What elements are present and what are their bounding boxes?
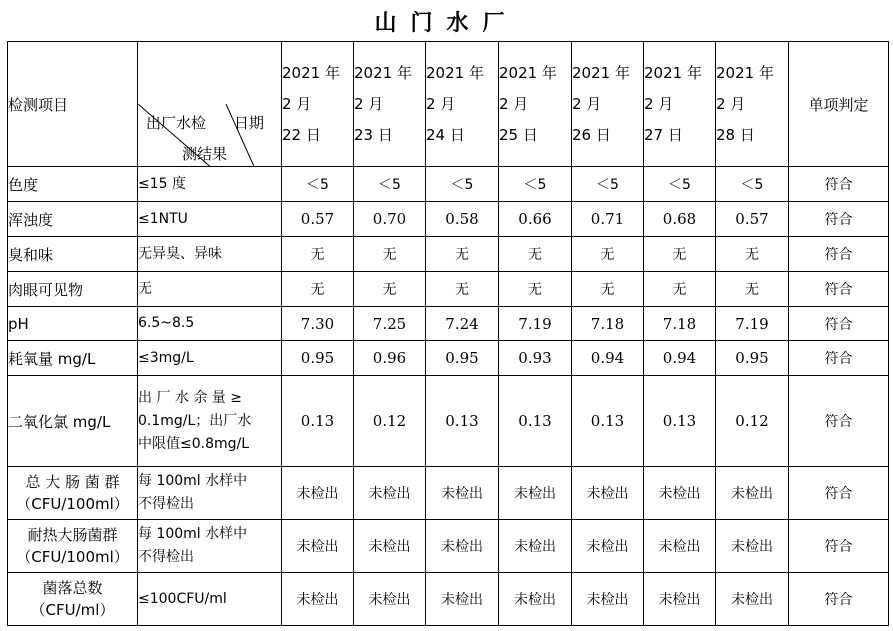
- judge-cell: 符合: [789, 573, 889, 626]
- standard-cell: 6.5~8.5: [138, 307, 282, 341]
- value-cell: 无: [572, 272, 644, 307]
- date-part: 2 月: [572, 94, 602, 113]
- value-cell: 未检出: [426, 573, 499, 626]
- standard-line: 0.1mg/L；出厂水: [138, 412, 252, 429]
- value-cell: 未检出: [716, 467, 789, 520]
- value-cell: 无: [572, 237, 644, 272]
- value-cell: 7.18: [572, 307, 644, 341]
- value-cell: 未检出: [354, 573, 426, 626]
- item-cell: [8, 573, 138, 626]
- judge-cell: 符合: [789, 376, 889, 467]
- value-cell: 0.70: [354, 202, 426, 237]
- header-row: [8, 42, 889, 167]
- item-cell: 浑浊度: [8, 202, 138, 237]
- item-cell: [8, 520, 138, 573]
- judge-cell: 符合: [789, 202, 889, 237]
- value-cell: ＜5: [499, 167, 572, 202]
- value-cell: 0.95: [716, 341, 789, 376]
- value-cell: 0.13: [572, 376, 644, 467]
- table-row: [8, 272, 889, 307]
- value-cell: 7.18: [644, 307, 716, 341]
- value-cell: 未检出: [426, 467, 499, 520]
- value-cell: 7.19: [716, 307, 789, 341]
- diagonal-header-cell: [138, 42, 282, 167]
- date-part: 26 日: [572, 125, 611, 144]
- value-cell: ＜5: [644, 167, 716, 202]
- value-cell: 0.57: [716, 202, 789, 237]
- value-cell: 未检出: [572, 573, 644, 626]
- value-cell: 未检出: [426, 520, 499, 573]
- date-part: 2 月: [644, 94, 674, 113]
- date-part: 2 月: [716, 94, 746, 113]
- date-part: 2 月: [499, 94, 529, 113]
- standard-cell: [138, 520, 282, 573]
- standard-line: 每 100ml 水样中: [138, 473, 248, 489]
- water-quality-table: [7, 41, 889, 626]
- value-cell: ＜5: [572, 167, 644, 202]
- standard-cell: ≤3mg/L: [138, 341, 282, 376]
- value-cell: 无: [716, 237, 789, 272]
- item-line: （CFU/100ml）: [16, 495, 129, 513]
- value-cell: 无: [716, 272, 789, 307]
- value-cell: ＜5: [716, 167, 789, 202]
- value-cell: 未检出: [716, 520, 789, 573]
- table-row: [8, 573, 889, 626]
- value-cell: 无: [354, 272, 426, 307]
- value-cell: 7.19: [499, 307, 572, 341]
- standard-cell: ≤100CFU/ml: [138, 573, 282, 626]
- value-cell: 未检出: [282, 573, 354, 626]
- value-cell: 0.12: [354, 376, 426, 467]
- value-cell: 未检出: [572, 467, 644, 520]
- value-cell: 0.13: [644, 376, 716, 467]
- value-cell: 未检出: [572, 520, 644, 573]
- date-part: 2021 年: [282, 63, 340, 82]
- value-cell: 未检出: [644, 520, 716, 573]
- item-cell: [8, 467, 138, 520]
- value-cell: 未检出: [499, 520, 572, 573]
- table-row: [8, 467, 889, 520]
- standard-cell: [138, 467, 282, 520]
- value-cell: ＜5: [426, 167, 499, 202]
- value-cell: 7.25: [354, 307, 426, 341]
- judge-cell: 符合: [789, 467, 889, 520]
- standard-line: 不得检出: [138, 549, 194, 565]
- value-cell: 0.57: [282, 202, 354, 237]
- table-row: [8, 341, 889, 376]
- item-line: 菌落总数: [42, 579, 103, 597]
- value-cell: 无: [499, 272, 572, 307]
- value-cell: 未检出: [354, 520, 426, 573]
- date-part: 2 月: [354, 94, 384, 113]
- standard-cell: [138, 376, 282, 467]
- value-cell: 未检出: [499, 573, 572, 626]
- item-cell: pH: [8, 307, 138, 341]
- value-cell: 未检出: [716, 573, 789, 626]
- value-cell: 7.30: [282, 307, 354, 341]
- value-cell: 0.13: [426, 376, 499, 467]
- standard-line: 不得检出: [138, 496, 194, 512]
- value-cell: ＜5: [282, 167, 354, 202]
- value-cell: 0.94: [644, 341, 716, 376]
- value-cell: 0.96: [354, 341, 426, 376]
- table-row: [8, 376, 889, 467]
- standard-line: 中限值≤0.8mg/L: [138, 435, 250, 452]
- value-cell: 无: [426, 237, 499, 272]
- value-cell: 无: [282, 272, 354, 307]
- standard-line: 每 100ml 水样中: [138, 526, 248, 542]
- date-part: 2 月: [426, 94, 456, 113]
- value-cell: 无: [426, 272, 499, 307]
- value-cell: 0.66: [499, 202, 572, 237]
- table-row: [8, 202, 889, 237]
- value-cell: 0.71: [572, 202, 644, 237]
- value-cell: 无: [499, 237, 572, 272]
- item-line: 耐热大肠菌群: [27, 526, 118, 544]
- date-part: 24 日: [426, 125, 465, 144]
- date-header-7: [716, 42, 789, 167]
- value-cell: 0.93: [499, 341, 572, 376]
- value-cell: 无: [354, 237, 426, 272]
- table-row: [8, 237, 889, 272]
- date-header-6: [644, 42, 716, 167]
- header-item-label: 检测项目: [8, 42, 138, 167]
- judge-header: 单项判定: [789, 42, 889, 167]
- value-cell: 7.24: [426, 307, 499, 341]
- date-header-1: [282, 42, 354, 167]
- item-line: 总 大 肠 菌 群: [25, 473, 120, 491]
- value-cell: 0.12: [716, 376, 789, 467]
- item-line: （CFU/100ml）: [16, 548, 129, 566]
- item-cell: 臭和味: [8, 237, 138, 272]
- date-part: 25 日: [499, 125, 538, 144]
- date-part: 22 日: [282, 125, 321, 144]
- value-cell: 0.95: [282, 341, 354, 376]
- date-part: 2021 年: [499, 63, 557, 82]
- value-cell: 0.94: [572, 341, 644, 376]
- value-cell: 0.68: [644, 202, 716, 237]
- judge-cell: 符合: [789, 520, 889, 573]
- date-part: 2021 年: [572, 63, 630, 82]
- date-header-3: [426, 42, 499, 167]
- page-title: 山门水厂: [374, 11, 519, 36]
- item-cell: 耗氧量 mg/L: [8, 341, 138, 376]
- standard-cell: 无异臭、异味: [138, 237, 282, 272]
- value-cell: 0.95: [426, 341, 499, 376]
- value-cell: 0.13: [282, 376, 354, 467]
- standard-cell: 无: [138, 272, 282, 307]
- date-part: 2021 年: [354, 63, 412, 82]
- judge-cell: 符合: [789, 341, 889, 376]
- table-row: [8, 520, 889, 573]
- date-header-2: [354, 42, 426, 167]
- judge-cell: 符合: [789, 272, 889, 307]
- diag-text-mid: 测结果: [182, 145, 228, 163]
- value-cell: 未检出: [644, 573, 716, 626]
- judge-cell: 符合: [789, 307, 889, 341]
- value-cell: 0.13: [499, 376, 572, 467]
- judge-cell: 符合: [789, 167, 889, 202]
- date-part: 2021 年: [426, 63, 484, 82]
- date-part: 2021 年: [716, 63, 774, 82]
- date-part: 23 日: [354, 125, 393, 144]
- value-cell: 未检出: [354, 467, 426, 520]
- date-header-5: [572, 42, 644, 167]
- date-part: 2021 年: [644, 63, 702, 82]
- standard-cell: ≤1NTU: [138, 202, 282, 237]
- table-row: [8, 167, 889, 202]
- standard-line: 出 厂 水 余 量 ≥: [138, 389, 242, 406]
- value-cell: 0.58: [426, 202, 499, 237]
- judge-cell: 符合: [789, 237, 889, 272]
- value-cell: 无: [282, 237, 354, 272]
- value-cell: 无: [644, 272, 716, 307]
- diag-text-top-left: 出厂水检: [146, 114, 207, 132]
- value-cell: 未检出: [282, 520, 354, 573]
- diag-text-top-right: 日期: [234, 114, 265, 132]
- item-cell: 色度: [8, 167, 138, 202]
- value-cell: 未检出: [499, 467, 572, 520]
- item-cell: 二氧化氯 mg/L: [8, 376, 138, 467]
- standard-cell: ≤15 度: [138, 167, 282, 202]
- item-line: （CFU/ml）: [30, 601, 115, 619]
- date-header-4: [499, 42, 572, 167]
- item-cell: 肉眼可见物: [8, 272, 138, 307]
- table-row: [8, 307, 889, 341]
- date-part: 27 日: [644, 125, 683, 144]
- value-cell: 未检出: [644, 467, 716, 520]
- date-part: 2 月: [282, 94, 312, 113]
- value-cell: 未检出: [282, 467, 354, 520]
- value-cell: ＜5: [354, 167, 426, 202]
- value-cell: 无: [644, 237, 716, 272]
- date-part: 28 日: [716, 125, 755, 144]
